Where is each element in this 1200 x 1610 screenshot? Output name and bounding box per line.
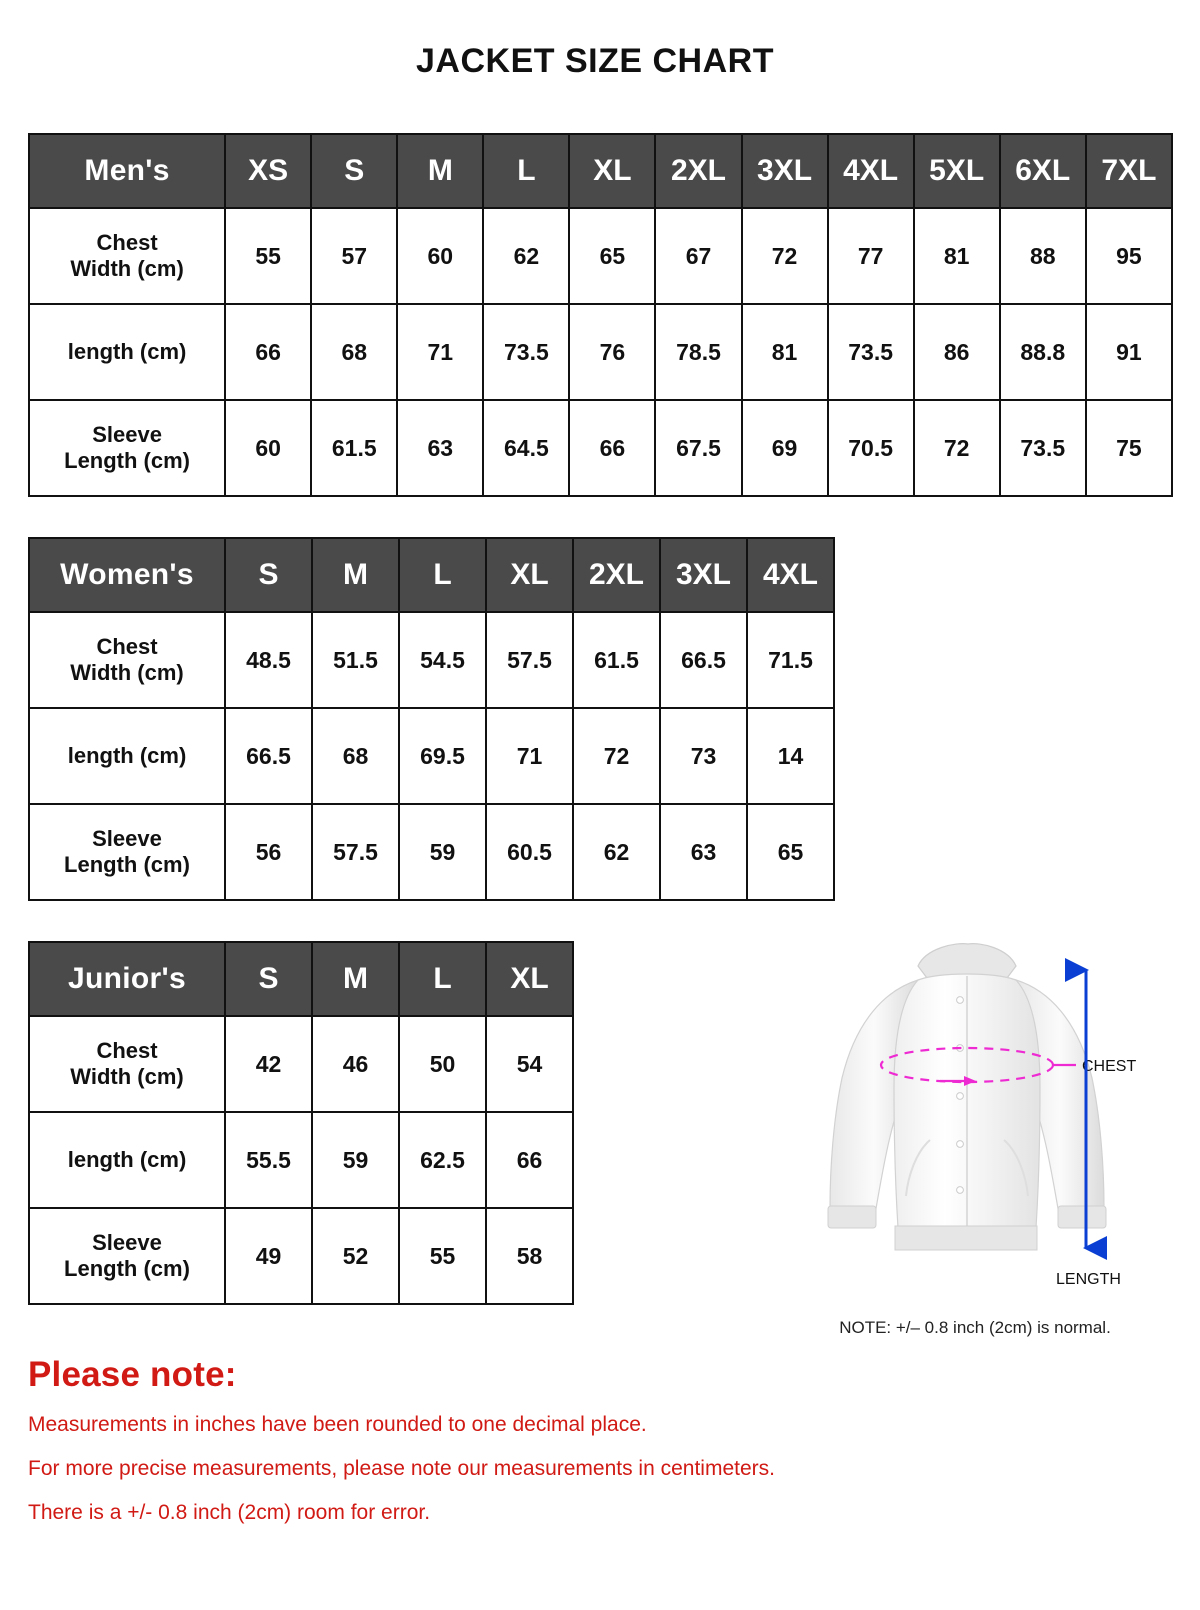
table-row — [29, 1112, 573, 1208]
cell: 59 — [399, 804, 486, 900]
cell: 63 — [660, 804, 747, 900]
row-label-line1: length (cm) — [67, 338, 187, 364]
cell: 62 — [483, 208, 569, 304]
jacket-right-cuff — [1058, 1206, 1106, 1228]
row-label-line1: length (cm) — [67, 1146, 187, 1172]
row-label-chest-width — [29, 208, 225, 304]
cell: 60 — [397, 208, 483, 304]
table-row — [29, 304, 1172, 400]
table-row — [29, 612, 834, 708]
cell: 91 — [1086, 304, 1172, 400]
jacket-button — [957, 997, 964, 1004]
size-header-xl: XL — [486, 942, 573, 1016]
cell: 71 — [397, 304, 483, 400]
size-header-5xl: 5XL — [914, 134, 1000, 208]
cell: 73.5 — [828, 304, 914, 400]
cell: 70.5 — [828, 400, 914, 496]
cell: 67.5 — [655, 400, 741, 496]
cell: 54 — [486, 1016, 573, 1112]
cell: 62 — [573, 804, 660, 900]
table-row — [29, 400, 1172, 496]
cell: 57 — [311, 208, 397, 304]
please-note-section — [28, 1355, 1028, 1545]
cell: 49 — [225, 1208, 312, 1304]
cell: 61.5 — [311, 400, 397, 496]
table-row — [29, 708, 834, 804]
cell: 60 — [225, 400, 311, 496]
length-label: LENGTH — [1056, 1271, 1121, 1288]
row-label-line1: Chest — [96, 229, 158, 255]
size-header-m: M — [312, 538, 399, 612]
cell: 68 — [311, 304, 397, 400]
cell: 66 — [225, 304, 311, 400]
cell: 57.5 — [312, 804, 399, 900]
womens-category-header: Women's — [29, 538, 225, 612]
size-header-s: S — [225, 942, 312, 1016]
size-header-6xl: 6XL — [1000, 134, 1086, 208]
cell: 95 — [1086, 208, 1172, 304]
cell: 42 — [225, 1016, 312, 1112]
row-label-length — [29, 304, 225, 400]
cell: 72 — [573, 708, 660, 804]
note-line-3: There is a +/- 0.8 inch (2cm) room for error. — [28, 1501, 431, 1524]
jacket-button — [957, 1187, 964, 1194]
cell: 72 — [914, 400, 1000, 496]
cell: 69 — [742, 400, 828, 496]
cell: 68 — [312, 708, 399, 804]
cell: 66 — [569, 400, 655, 496]
row-label-line1: length (cm) — [67, 742, 187, 768]
cell: 66.5 — [225, 708, 312, 804]
size-header-l: L — [399, 538, 486, 612]
jacket-measurement-figure — [790, 928, 1172, 1328]
size-header-2xl: 2XL — [573, 538, 660, 612]
cell: 73.5 — [483, 304, 569, 400]
cell: 86 — [914, 304, 1000, 400]
size-header-3xl: 3XL — [660, 538, 747, 612]
cell: 81 — [742, 304, 828, 400]
cell: 60.5 — [486, 804, 573, 900]
cell: 55 — [225, 208, 311, 304]
size-header-4xl: 4XL — [747, 538, 834, 612]
cell: 46 — [312, 1016, 399, 1112]
cell: 57.5 — [486, 612, 573, 708]
page-title: JACKET SIZE CHART — [416, 42, 774, 80]
row-label-sleeve-length — [29, 804, 225, 900]
chest-label: CHEST — [1082, 1058, 1137, 1075]
table-row — [29, 208, 1172, 304]
cell: 52 — [312, 1208, 399, 1304]
table-header-row — [29, 538, 834, 612]
juniors-category-header: Junior's — [29, 942, 225, 1016]
size-header-4xl: 4XL — [828, 134, 914, 208]
cell: 50 — [399, 1016, 486, 1112]
row-label-line2: Length (cm) — [64, 448, 191, 473]
row-label-length — [29, 1112, 225, 1208]
cell: 73.5 — [1000, 400, 1086, 496]
cell: 66 — [486, 1112, 573, 1208]
row-label-line1: Sleeve — [92, 421, 162, 447]
size-header-7xl: 7XL — [1086, 134, 1172, 208]
cell: 61.5 — [573, 612, 660, 708]
row-label-length — [29, 708, 225, 804]
size-header-xs: XS — [225, 134, 311, 208]
size-header-xl: XL — [486, 538, 573, 612]
cell: 58 — [486, 1208, 573, 1304]
cell: 64.5 — [483, 400, 569, 496]
note-line-1: Measurements in inches have been rounded to one decimal place. — [28, 1413, 647, 1436]
row-label-line2: Width (cm) — [70, 256, 184, 281]
table-header-row — [29, 942, 573, 1016]
row-label-line2: Length (cm) — [64, 1256, 190, 1281]
cell: 71.5 — [747, 612, 834, 708]
table-row — [29, 804, 834, 900]
size-header-l: L — [483, 134, 569, 208]
figure-note: NOTE: +/– 0.8 inch (2cm) is normal. — [839, 1318, 1111, 1337]
table-row — [29, 1208, 573, 1304]
jacket-left-cuff — [828, 1206, 876, 1228]
cell: 88 — [1000, 208, 1086, 304]
row-label-line1: Chest — [96, 633, 158, 659]
row-label-line2: Width (cm) — [70, 1064, 184, 1089]
cell: 72 — [742, 208, 828, 304]
cell: 77 — [828, 208, 914, 304]
cell: 65 — [569, 208, 655, 304]
cell: 76 — [569, 304, 655, 400]
row-label-chest-width — [29, 1016, 225, 1112]
cell: 65 — [747, 804, 834, 900]
cell: 62.5 — [399, 1112, 486, 1208]
cell: 51.5 — [312, 612, 399, 708]
row-label-line1: Chest — [96, 1037, 158, 1063]
cell: 63 — [397, 400, 483, 496]
row-label-sleeve-length — [29, 1208, 225, 1304]
row-label-chest-width — [29, 612, 225, 708]
jacket-waistband — [895, 1226, 1037, 1250]
cell: 88.8 — [1000, 304, 1086, 400]
cell: 14 — [747, 708, 834, 804]
row-label-line1: Sleeve — [92, 825, 162, 851]
cell: 81 — [914, 208, 1000, 304]
jacket-button — [957, 1093, 964, 1100]
note-line-2: For more precise measurements, please note our measurements in centimeters. — [28, 1457, 775, 1480]
size-header-2xl: 2XL — [655, 134, 741, 208]
cell: 67 — [655, 208, 741, 304]
size-header-m: M — [312, 942, 399, 1016]
size-header-s: S — [225, 538, 312, 612]
cell: 78.5 — [655, 304, 741, 400]
row-label-line1: Sleeve — [92, 1229, 162, 1255]
cell: 59 — [312, 1112, 399, 1208]
size-header-s: S — [311, 134, 397, 208]
mens-category-header: Men's — [29, 134, 225, 208]
size-header-xl: XL — [569, 134, 655, 208]
cell: 75 — [1086, 400, 1172, 496]
table-header-row — [29, 134, 1172, 208]
cell: 54.5 — [399, 612, 486, 708]
cell: 71 — [486, 708, 573, 804]
cell: 48.5 — [225, 612, 312, 708]
size-header-m: M — [397, 134, 483, 208]
please-note-heading: Please note: — [28, 1355, 237, 1394]
size-header-3xl: 3XL — [742, 134, 828, 208]
cell: 69.5 — [399, 708, 486, 804]
row-label-line2: Width (cm) — [70, 660, 184, 685]
mens-size-table — [28, 133, 1173, 497]
table-row — [29, 1016, 573, 1112]
row-label-sleeve-length — [29, 400, 225, 496]
cell: 66.5 — [660, 612, 747, 708]
cell: 55.5 — [225, 1112, 312, 1208]
juniors-size-table — [28, 941, 574, 1305]
cell: 73 — [660, 708, 747, 804]
womens-size-table — [28, 537, 835, 901]
row-label-line2: Length (cm) — [64, 852, 190, 877]
jacket-button — [957, 1141, 964, 1148]
cell: 55 — [399, 1208, 486, 1304]
size-header-l: L — [399, 942, 486, 1016]
cell: 56 — [225, 804, 312, 900]
